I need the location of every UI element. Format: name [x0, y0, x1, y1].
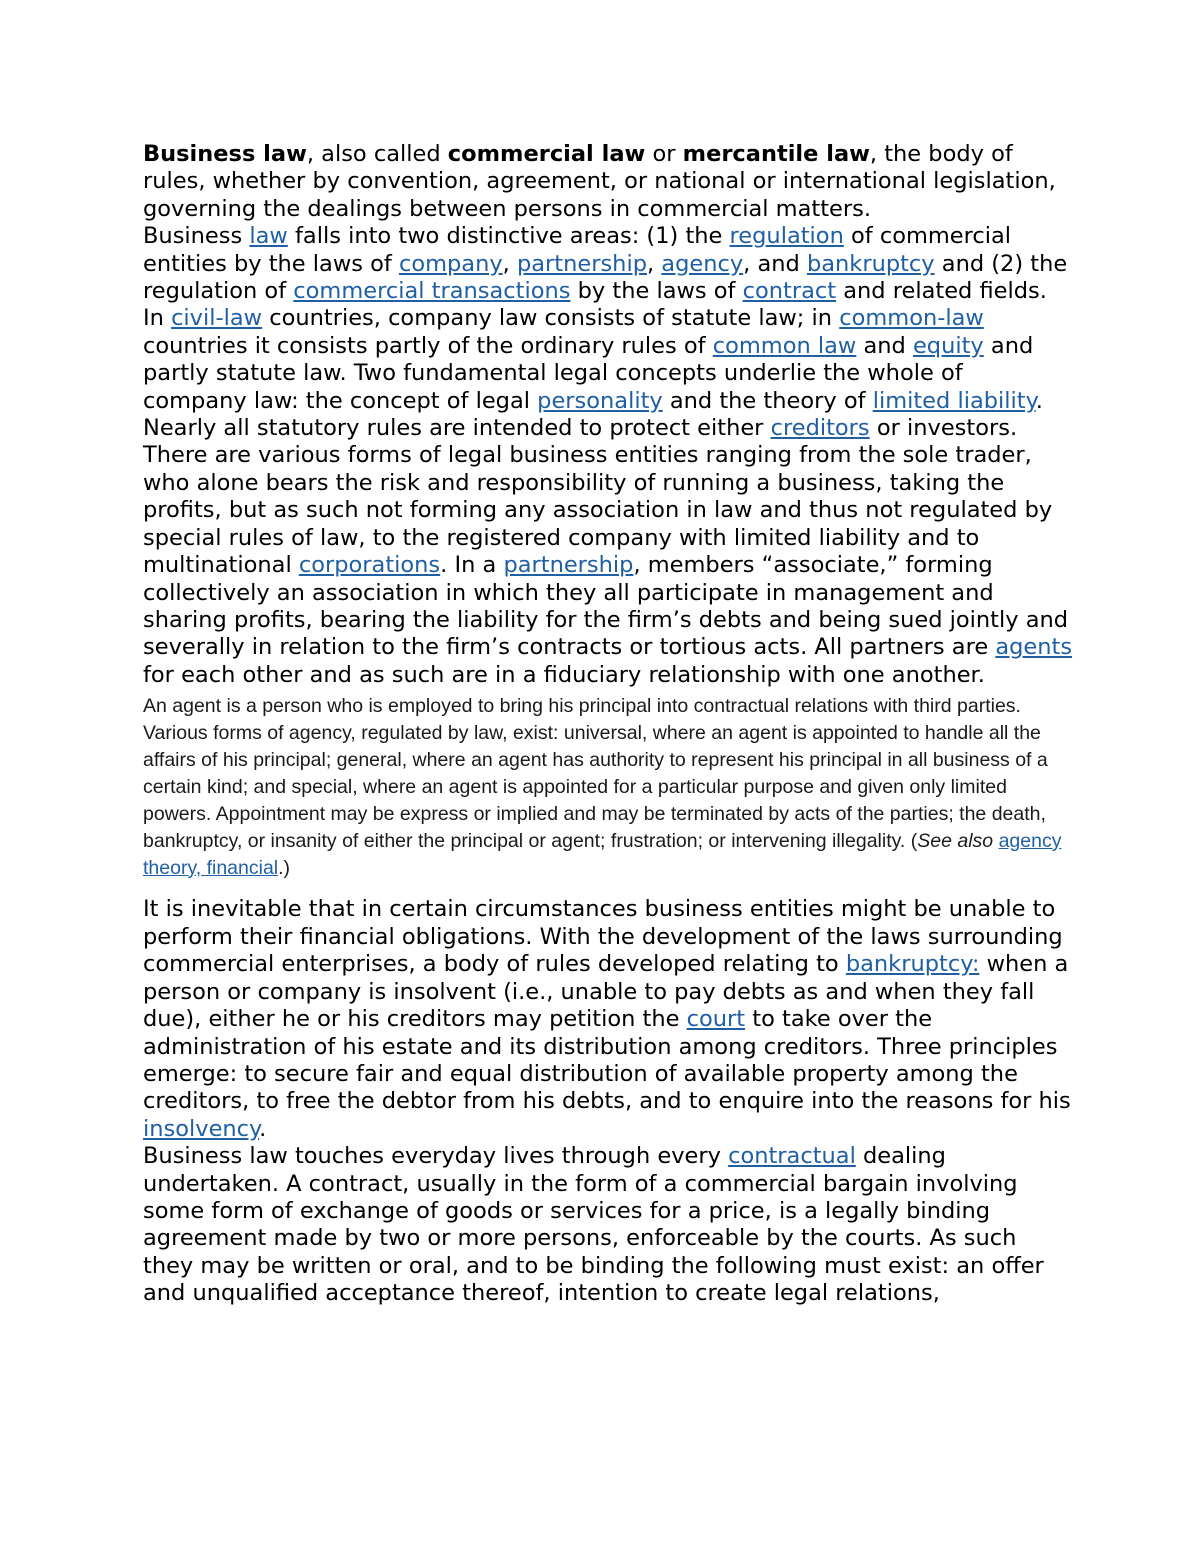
link-corporations[interactable]: corporations [298, 552, 441, 579]
paragraph-two-areas [143, 223, 1073, 305]
text-run: , members “associate,” forming collectively an association in which they all participate in management and sharing profits, bearing the liability for the firm’s debts and being sued jointly and severally in relation to the firm’s contracts or tortious acts. All partners are [143, 552, 1069, 661]
link-common-law[interactable]: common-law [839, 305, 984, 332]
link-commercial-transactions[interactable]: commercial transactions [293, 278, 571, 305]
text-run: and partly statute law. Two fundamental legal concepts underlie the whole of company law: the concept of legal [143, 332, 1034, 414]
link-insolvency[interactable]: insolvency [143, 1115, 260, 1142]
link-agency[interactable]: agency [661, 250, 744, 277]
paragraph-contracts [143, 1143, 1073, 1307]
link-agents[interactable]: agents [995, 634, 1073, 661]
text-run: Business [143, 223, 250, 250]
text-run: by the laws of [570, 278, 743, 305]
paragraph-business-law-definition [143, 141, 1073, 223]
text-run: when a person or company is insolvent (i.e., unable to pay debts as and when they fall due), either he or his creditors may petition the [143, 951, 1069, 1033]
paragraph-bankruptcy [143, 896, 1073, 1143]
text-run: countries it consists partly of the ordinary rules of [143, 332, 713, 359]
link-personality[interactable]: personality [537, 387, 663, 414]
text-run: , also called [306, 141, 448, 167]
link-contractual[interactable]: contractual [728, 1143, 856, 1170]
text-run: or [645, 141, 683, 167]
text-run: and [856, 332, 913, 359]
link-company[interactable]: company [398, 250, 503, 277]
link-equity[interactable]: equity [912, 332, 984, 359]
link-law[interactable]: law [249, 223, 288, 250]
link-limited-liability[interactable]: limited liability [872, 387, 1036, 414]
paragraph-company-law [143, 305, 1073, 442]
text-run: for each other and as such are in a fiduciary relationship with one another. [143, 661, 985, 688]
link-partnership[interactable]: partnership [516, 250, 647, 277]
text-run: . Nearly all statutory rules are intended to protect either [143, 387, 1043, 442]
text-run: It is inevitable that in certain circumstances business entities might be unable to perform their financial obligations. With the development of the laws surrounding commercial enterprises, a body of rules developed relating to [143, 896, 1063, 978]
bold-term-mercantile-law: mercantile law [682, 141, 870, 167]
text-run: , [646, 250, 662, 277]
link-bankruptcy[interactable]: bankruptcy: [845, 951, 980, 978]
link-regulation[interactable]: regulation [729, 223, 844, 250]
italic-text-see-also: See also [917, 829, 994, 852]
text-run: and the theory of [662, 387, 873, 414]
document-body [143, 141, 1073, 1308]
text-run: There are various forms of legal business entities ranging from the sole trader, who alone bears the risk and responsibility of running a business, taking the profits, but as such not forming any association in law and thus not regulated by special rules of law, to the registered company with limited liability and to multinational [143, 442, 1053, 579]
link-contract[interactable]: contract [742, 278, 837, 305]
text-run: to take over the administration of his estate and its distribution among creditors. Three principles emerge: to secure fair and equal distribution of available property among the creditors, to free the debtor from his debts, and to enquire into the reasons for his [143, 1006, 1071, 1115]
text-run: . [259, 1115, 267, 1142]
link-common-law[interactable]: common law [712, 332, 857, 359]
text-run: of commercial entities by the laws of [143, 223, 1012, 277]
text-run: An agent is a person who is employed to bring his principal into contractual relations with third parties. Various forms of agency, regulated by law, exist: universal, where an agent is appointed to handle all the affairs of his principal; general, where an agent has authority to represent his principal in all business of a certain kind; and special, where an agent is appointed for a particular purpose and given only limited powers. Appointment may be express or implied and may be terminated by acts of the parties; the death, bankruptcy, or insanity of either the principal or agent; frustration; or intervening illegality. ( [143, 695, 1048, 852]
text-run: dealing undertaken. A contract, usually in the form of a commercial bargain involving some form of exchange of goods or services for a price, is a legally binding agreement made by two or more persons, enforceable by the courts. As such they may be written or oral, and to be binding the following must exist: an offer and unqualified acceptance thereof, intention to create legal relations, [143, 1143, 1044, 1307]
link-court[interactable]: court [686, 1006, 746, 1033]
text-run: or investors. [869, 415, 1018, 442]
text-run: countries, company law consists of statute law; in [262, 305, 840, 332]
bold-term-business-law: Business law [143, 141, 307, 167]
link-bankruptcy[interactable]: bankruptcy [806, 250, 935, 277]
bold-term-commercial-law: commercial law [447, 141, 646, 167]
text-run: and related fields. [836, 278, 1047, 305]
text-run: falls into two distinctive areas: (1) the [287, 223, 730, 250]
text-run: , the body of rules, whether by convention, agreement, or national or international legislation, governing the dealings between persons in commercial matters. [143, 141, 1056, 222]
link-partnership[interactable]: partnership [503, 552, 634, 579]
text-run: , [502, 250, 517, 277]
link-creditors[interactable]: creditors [770, 415, 870, 442]
paragraph-agency [143, 693, 1073, 881]
link-civil-law[interactable]: civil-law [171, 305, 263, 332]
paragraph-business-entities [143, 442, 1073, 689]
text-run: , and [743, 250, 807, 277]
text-run: In [143, 305, 172, 332]
text-run: and (2) the regulation of [143, 250, 1068, 305]
link-agency-theory-financial[interactable]: agency theory, financial [143, 829, 1062, 879]
text-run: Business law touches everyday lives through every [143, 1143, 729, 1170]
text-run: . In a [440, 552, 504, 579]
text-run: .) [278, 856, 291, 879]
